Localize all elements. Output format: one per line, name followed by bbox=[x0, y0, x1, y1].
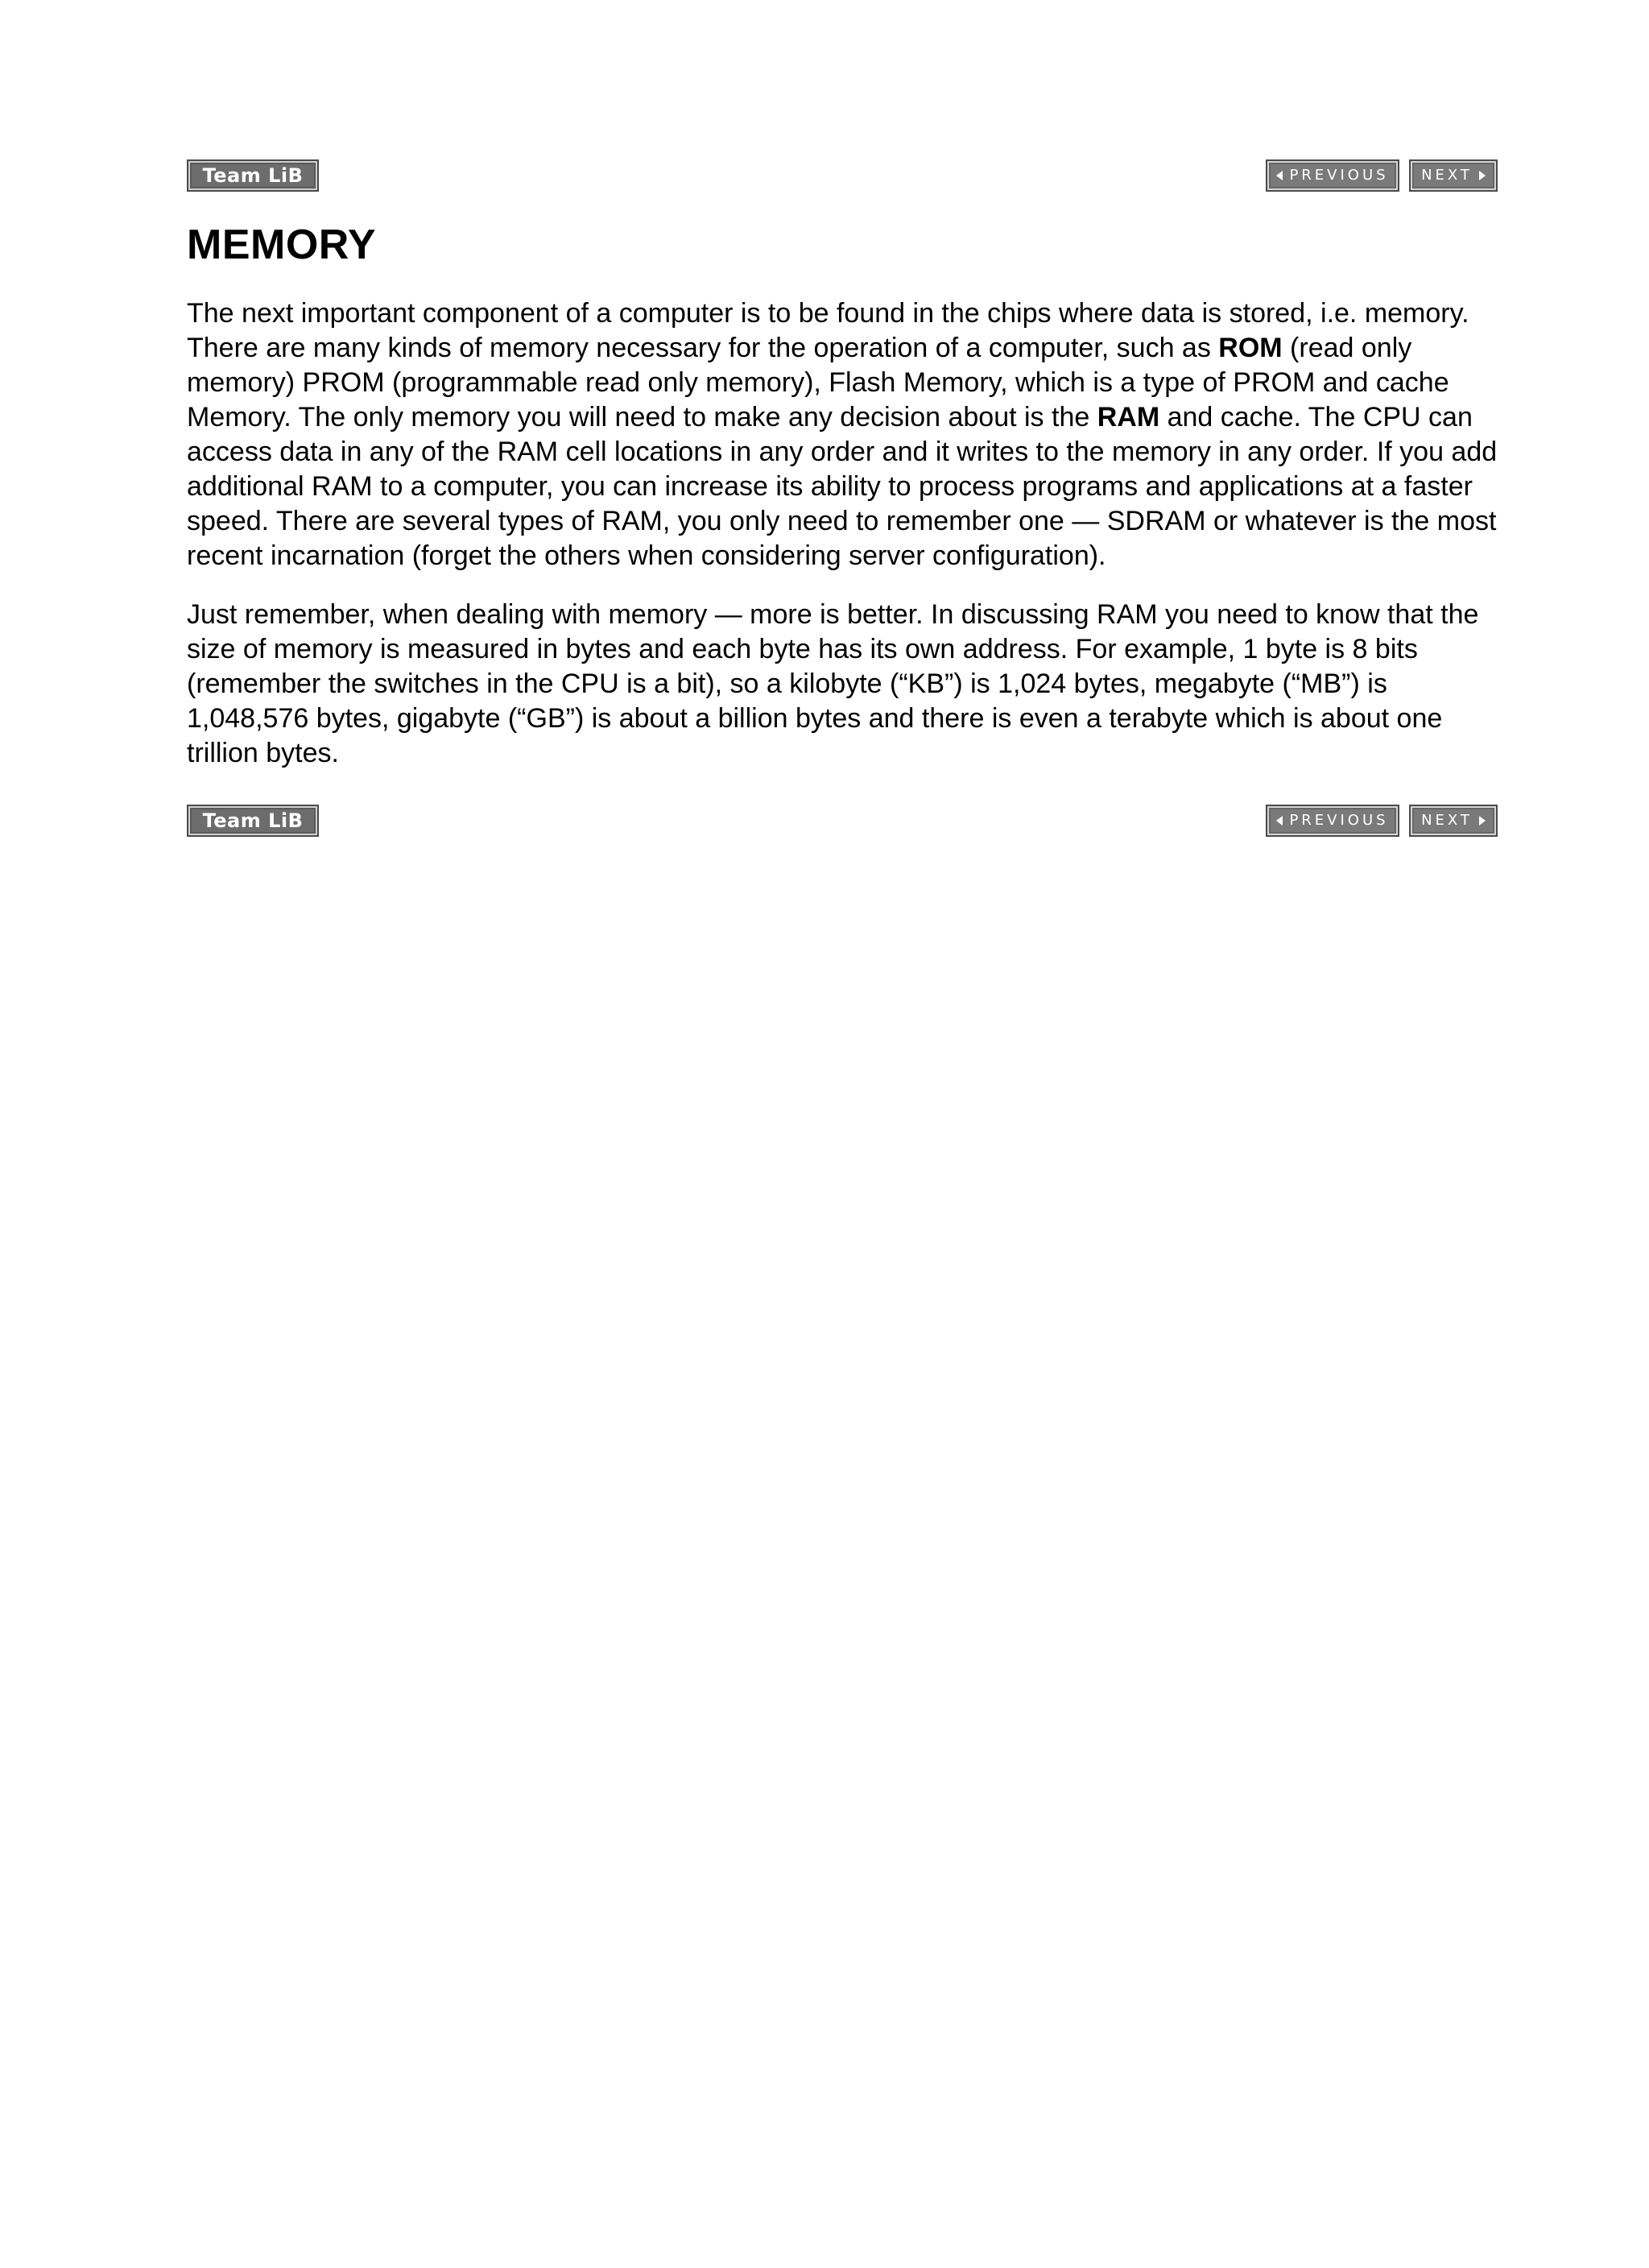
arrow-left-icon bbox=[1276, 816, 1283, 826]
next-label: NEXT bbox=[1421, 167, 1473, 184]
bold-term-rom: ROM bbox=[1218, 333, 1283, 363]
previous-button[interactable] bbox=[1266, 159, 1399, 192]
bottom-navigation-bar bbox=[187, 805, 1498, 838]
next-label: NEXT bbox=[1421, 812, 1473, 829]
paragraph-1-text-a: The next important component of a computer is to be found in the chips where data is stored, i.e. memory. There are many kinds of memory necessary for the operation of a computer, such as bbox=[187, 298, 1469, 363]
previous-label: PREVIOUS bbox=[1289, 167, 1389, 184]
next-button-bottom[interactable] bbox=[1409, 805, 1498, 837]
previous-label: PREVIOUS bbox=[1289, 812, 1389, 829]
page-title: MEMORY bbox=[187, 221, 377, 268]
top-navigation-bar bbox=[187, 159, 1498, 193]
body-paragraph-2: Just remember, when dealing with memory — more is better. In discussing RAM you need to know that the size of memory is measured in bytes and each byte has its own address. For example, 1 byte is 8 bits (remember the switches in the CPU is a bit), so a kilobyte (“KB”) is 1,024 bytes, megabyte (“MB”) is 1,048,576 bytes, gigabyte (“GB”) is about a billion bytes and there is even a terabyte which is about one trillion bytes. bbox=[187, 599, 1479, 768]
paragraph-1-text-c: and cache. The CPU can access data in any of the RAM cell locations in any order and it writes to the memory in any order. If you add additional RAM to a computer, you can increase its ability to process programs and applications at a faster speed. There are several types of RAM, you only need to remember one — SDRAM or whatever is the most recent incarnation (forget the others when considering server configuration). bbox=[187, 402, 1498, 571]
team-lib-logo-button[interactable]: Team LiB bbox=[187, 159, 319, 192]
arrow-right-icon bbox=[1479, 816, 1486, 826]
page-content bbox=[187, 159, 1498, 838]
paragraph-1-text-b: (read only memory) PROM (programmable read only memory), Flash Memory, which is a type of PROM and cache Memory. The only memory you will need to make any decision about is the bbox=[187, 333, 1449, 432]
arrow-left-icon bbox=[1276, 171, 1283, 180]
bold-term-ram: RAM bbox=[1097, 402, 1160, 432]
next-button[interactable] bbox=[1409, 159, 1498, 192]
body-paragraph-1 bbox=[187, 296, 1498, 573]
top-nav-buttons bbox=[1266, 159, 1498, 192]
team-lib-logo-button-bottom[interactable]: Team LiB bbox=[187, 805, 319, 837]
previous-button-bottom[interactable] bbox=[1266, 805, 1399, 837]
bottom-nav-buttons bbox=[1266, 805, 1498, 837]
arrow-right-icon bbox=[1479, 171, 1486, 180]
